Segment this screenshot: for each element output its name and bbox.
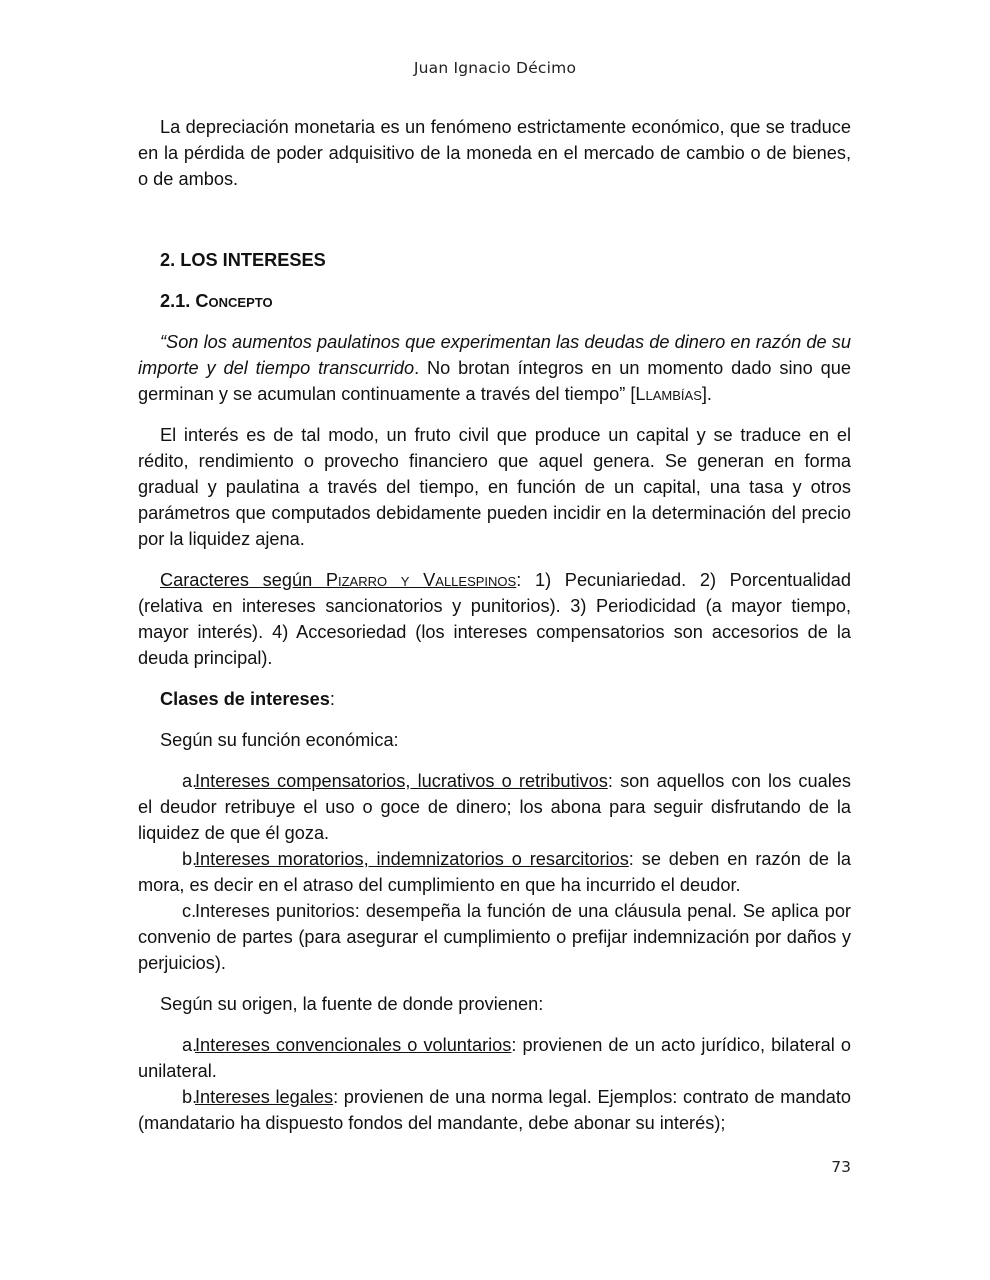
list-item-text: : se deben en razón de la mora, es decir en el atraso del cumplimiento en que ha incurrido el deudor. xyxy=(138,849,851,895)
clases-title: Clases de intereses xyxy=(160,689,330,709)
subsection-heading xyxy=(138,288,851,314)
list-item-term: Intereses legales xyxy=(195,1087,334,1107)
paragraph-interes: El interés es de tal modo, un fruto civil que produce un capital y se traduce en el rédito, rendimiento o provecho financiero que aquel genera. Se generan en forma gradual y paulatina a través del tiempo, en función de un capital, una tasa y otros parámetros que computados debidamente pueden incidir en la determinación del precio por la liquidez ajena. xyxy=(138,425,851,549)
clases-heading xyxy=(138,686,851,712)
subsection-title: Concepto xyxy=(195,291,273,311)
list-item-term: Intereses compensatorios, lucrativos o retributivos xyxy=(195,771,608,791)
section-heading: 2. LOS INTERESES xyxy=(160,250,326,270)
list-item-term: Intereses convencionales o voluntarios xyxy=(195,1035,512,1055)
quote-author: Llambías xyxy=(635,384,702,404)
list-marker: b. xyxy=(182,1087,198,1107)
subsection-number: 2.1. xyxy=(160,291,196,311)
clases-title-suffix: : xyxy=(329,689,335,709)
list-marker: a. xyxy=(182,1035,198,1055)
list-item-origen-b xyxy=(138,1084,851,1136)
list-marker: c. xyxy=(182,901,197,921)
list-item-funcion-b xyxy=(138,846,851,898)
origen-intro: Según su origen, la fuente de donde provienen: xyxy=(160,994,544,1014)
list-item-text: : son aquellos con los cuales el deudor retribuye el uso o goce de dinero; los abona para seguir disfrutando de la liquidez de que él goza. xyxy=(138,771,851,843)
list-item-text: : provienen de una norma legal. Ejemplos: contrato de mandato (mandatario ha dispuesto fondos del mandante, debe abonar su interés); xyxy=(138,1087,851,1133)
caracteres-authors: Pizarro y Vallespinos xyxy=(325,570,517,590)
body-text xyxy=(138,114,851,1136)
quote-close: ]. xyxy=(701,384,712,404)
running-header: Juan Ignacio Décimo xyxy=(413,59,577,77)
list-item-text: : provienen de un acto jurídico, bilateral o unilateral. xyxy=(138,1035,851,1081)
page-number: 73 xyxy=(831,1158,851,1176)
quote-rest: . No brotan íntegros en un momento dado sino que germinan y se acumulan continuamente a través del tiempo” [ xyxy=(138,358,852,404)
list-marker: a. xyxy=(182,771,198,791)
list-item-origen-a xyxy=(138,1032,851,1084)
caracteres-label-prefix: Caracteres según xyxy=(160,570,326,590)
list-marker: b. xyxy=(182,849,198,869)
caracteres-label xyxy=(160,570,516,590)
list-item-funcion-a xyxy=(138,768,851,846)
funcion-intro: Según su función económica: xyxy=(160,730,399,750)
list-item-text: Intereses punitorios: desempeña la función de una cláusula penal. Se aplica por convenio de partes (para asegurar el cumplimiento o prefijar indemnización por daños y perjuicios). xyxy=(138,901,851,973)
paragraph-concepto-quote xyxy=(138,329,851,407)
caracteres-text: : 1) Pecuniariedad. 2) Porcentualidad (relativa en intereses sancionatorios y punitorios). 3) Periodicidad (a mayor tiempo, mayor interés). 4) Accesoriedad (los intereses compensatorios son accesorios de la deuda principal). xyxy=(138,570,852,668)
list-item-funcion-c xyxy=(138,898,851,976)
section-spacer xyxy=(138,207,851,247)
paragraph-caracteres xyxy=(138,567,851,671)
quote-italic: “Son los aumentos paulatinos que experimentan las deudas de dinero en razón de su importe y del tiempo transcurrido xyxy=(138,332,851,378)
list-item-term: Intereses moratorios, indemnizatorios o resarcitorios xyxy=(195,849,629,869)
paragraph-depreciation: La depreciación monetaria es un fenómeno estrictamente económico, que se traduce en la pérdida de poder adquisitivo de la moneda en el mercado de cambio o de bienes, o de ambos. xyxy=(138,117,851,189)
